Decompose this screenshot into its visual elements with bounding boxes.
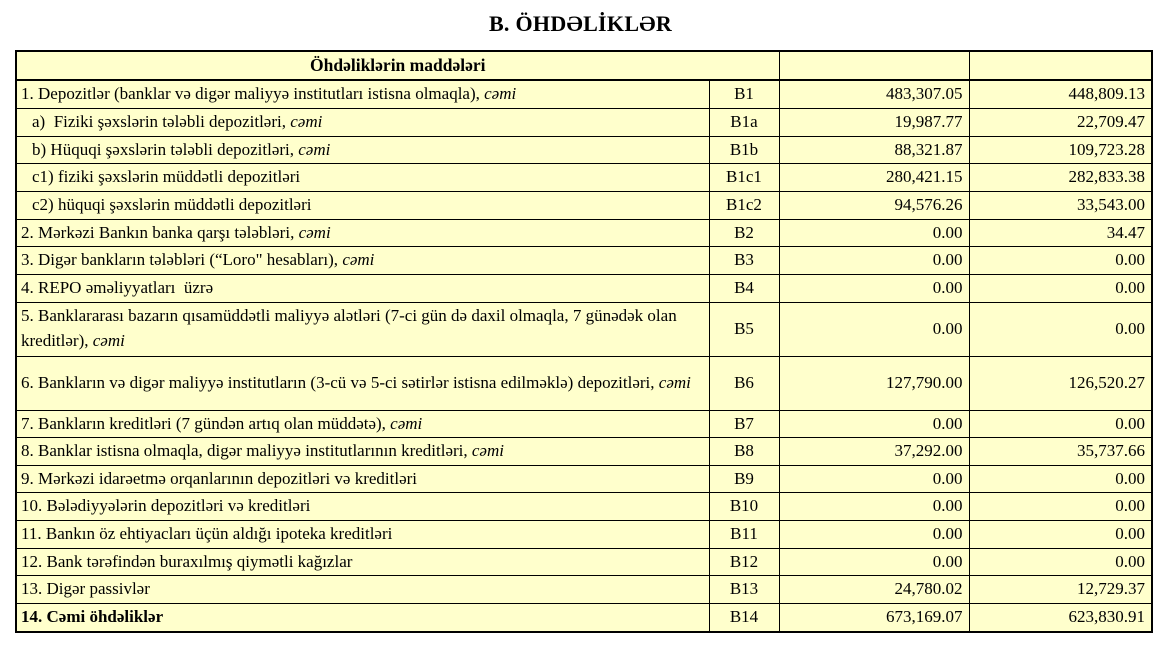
row-code: B1c1 [709, 164, 779, 192]
table-row [16, 521, 1152, 549]
row-code: B3 [709, 247, 779, 275]
row-label-cell [16, 109, 709, 137]
table-row [16, 438, 1152, 466]
row-code: B5 [709, 302, 779, 356]
row-label-cell [16, 274, 709, 302]
row-code: B12 [709, 548, 779, 576]
row-value-1: 0.00 [779, 410, 969, 438]
row-label: a) Fiziki şəxslərin tələbli depozitləri, [32, 112, 286, 132]
row-value-1: 0.00 [779, 548, 969, 576]
row-value-2: 12,729.37 [969, 576, 1152, 604]
row-value-1: 0.00 [779, 465, 969, 493]
row-value-1: 0.00 [779, 219, 969, 247]
header-value-col-1 [779, 51, 969, 80]
table-row [16, 410, 1152, 438]
row-value-2: 0.00 [969, 493, 1152, 521]
row-code: B8 [709, 438, 779, 466]
table-row [16, 191, 1152, 219]
row-value-2: 0.00 [969, 521, 1152, 549]
row-value-1: 0.00 [779, 302, 969, 356]
row-value-1: 483,307.05 [779, 80, 969, 108]
row-label-cell [16, 603, 709, 631]
table-row [16, 136, 1152, 164]
row-label: 9. Mərkəzi idarəetmə orqanlarının depozitləri və kreditləri [21, 468, 418, 488]
row-value-1: 0.00 [779, 274, 969, 302]
row-label-cell [16, 356, 709, 410]
row-code: B9 [709, 465, 779, 493]
row-code: B1a [709, 109, 779, 137]
row-value-1: 673,169.07 [779, 603, 969, 631]
row-label: 7. Bankların kreditləri (7 gündən artıq olan müddətə), [21, 413, 386, 433]
header-value-col-2 [969, 51, 1152, 80]
row-label-cell [16, 80, 709, 108]
row-value-2: 126,520.27 [969, 356, 1152, 410]
table-row [16, 493, 1152, 521]
row-label-cell [16, 465, 709, 493]
row-label: 8. Banklar istisna olmaqla, digər maliyyə institutlarının kreditləri, [21, 441, 468, 461]
table-row [16, 164, 1152, 192]
liabilities-table [15, 50, 1153, 633]
row-label-italic: cəmi [88, 331, 125, 350]
row-label: 12. Bank tərəfindən buraxılmış qiymətli kağızlar [21, 551, 353, 571]
row-value-2: 448,809.13 [969, 80, 1152, 108]
row-label-cell [16, 438, 709, 466]
row-code: B13 [709, 576, 779, 604]
row-label-cell [16, 247, 709, 275]
row-value-1: 19,987.77 [779, 109, 969, 137]
row-value-2: 109,723.28 [969, 136, 1152, 164]
row-label: 5. Banklararası bazarın qısamüddətli maliyyə alətləri (7-ci gün də daxil olmaqla, 7 günədək olan kreditlər), [21, 306, 681, 350]
row-value-1: 88,321.87 [779, 136, 969, 164]
row-value-1: 37,292.00 [779, 438, 969, 466]
table-row [16, 274, 1152, 302]
table-row [16, 576, 1152, 604]
row-label-cell [16, 164, 709, 192]
row-value-2: 0.00 [969, 247, 1152, 275]
row-label-italic: cəmi [385, 413, 423, 433]
header-row [16, 51, 1152, 80]
row-label: c2) hüquqi şəxslərin müddətli depozitləri [32, 194, 312, 214]
row-value-1: 0.00 [779, 493, 969, 521]
table-row [16, 548, 1152, 576]
row-label: 1. Depozitlər (banklar və digər maliyyə institutları istisna olmaqla), [21, 84, 480, 104]
row-label-cell [16, 302, 709, 356]
row-label-cell [16, 548, 709, 576]
row-label: c1) fiziki şəxslərin müddətli depozitləri [32, 167, 301, 187]
row-value-2: 0.00 [969, 302, 1152, 356]
header-items-label: Öhdəliklərin maddələri [16, 51, 779, 80]
row-label-cell [16, 219, 709, 247]
row-value-2: 623,830.91 [969, 603, 1152, 631]
table-row [16, 465, 1152, 493]
row-value-2: 0.00 [969, 274, 1152, 302]
row-label-cell [16, 576, 709, 604]
row-label: 14. Cəmi öhdəliklər [21, 606, 164, 626]
row-code: B1c2 [709, 191, 779, 219]
row-label-italic: cəmi [654, 372, 691, 392]
row-label: b) Hüquqi şəxslərin tələbli depozitləri, [32, 139, 295, 159]
table-row [16, 603, 1152, 631]
row-label-italic: cəmi [285, 112, 323, 132]
row-label: 6. Bankların və digər maliyyə institutların (3-cü və 5-ci sətirlər istisna edilməklə) depozitləri, [21, 372, 655, 392]
table-row [16, 109, 1152, 137]
row-label: 11. Bankın öz ehtiyacları üçün aldığı ipoteka kreditləri [21, 524, 393, 544]
table-row [16, 302, 1152, 356]
row-value-2: 35,737.66 [969, 438, 1152, 466]
row-label: 13. Digər passivlər [21, 579, 150, 599]
row-label: 3. Digər bankların tələbləri (“Loro" hesabları), [21, 250, 339, 270]
row-value-2: 0.00 [969, 548, 1152, 576]
row-code: B1b [709, 136, 779, 164]
row-value-2: 0.00 [969, 410, 1152, 438]
table-row [16, 247, 1152, 275]
row-code: B2 [709, 219, 779, 247]
row-label: 10. Bələdiyyələrin depozitləri və kreditləri [21, 496, 311, 516]
row-value-2: 22,709.47 [969, 109, 1152, 137]
row-value-1: 127,790.00 [779, 356, 969, 410]
row-label-cell [16, 493, 709, 521]
table-header [16, 51, 1152, 80]
row-label-italic: cəmi [294, 139, 331, 159]
row-label-cell [16, 521, 709, 549]
table-row [16, 80, 1152, 108]
row-code: B7 [709, 410, 779, 438]
table-row [16, 219, 1152, 247]
row-code: B4 [709, 274, 779, 302]
row-value-1: 0.00 [779, 521, 969, 549]
row-code: B10 [709, 493, 779, 521]
row-code: B14 [709, 603, 779, 631]
row-value-1: 24,780.02 [779, 576, 969, 604]
row-label-cell [16, 410, 709, 438]
row-label-cell [16, 191, 709, 219]
row-code: B6 [709, 356, 779, 410]
row-label-cell [16, 136, 709, 164]
row-code: B1 [709, 80, 779, 108]
page-title: B. ÖHDƏLİKLƏR [488, 11, 673, 36]
row-label-italic: cəmi [294, 222, 331, 242]
row-value-2: 0.00 [969, 465, 1152, 493]
table-body [16, 80, 1152, 631]
row-value-2: 282,833.38 [969, 164, 1152, 192]
row-label-italic: cəmi [467, 441, 504, 461]
table-row [16, 356, 1152, 410]
row-value-1: 0.00 [779, 247, 969, 275]
row-label: 2. Mərkəzi Bankın banka qarşı tələbləri, [21, 222, 295, 242]
row-label: 4. REPO əməliyyatları üzrə [21, 277, 214, 297]
row-value-1: 280,421.15 [779, 164, 969, 192]
row-value-1: 94,576.26 [779, 191, 969, 219]
row-value-2: 34.47 [969, 219, 1152, 247]
row-label-italic: cəmi [338, 250, 375, 270]
row-label-italic: cəmi [479, 84, 517, 104]
row-value-2: 33,543.00 [969, 191, 1152, 219]
row-code: B11 [709, 521, 779, 549]
